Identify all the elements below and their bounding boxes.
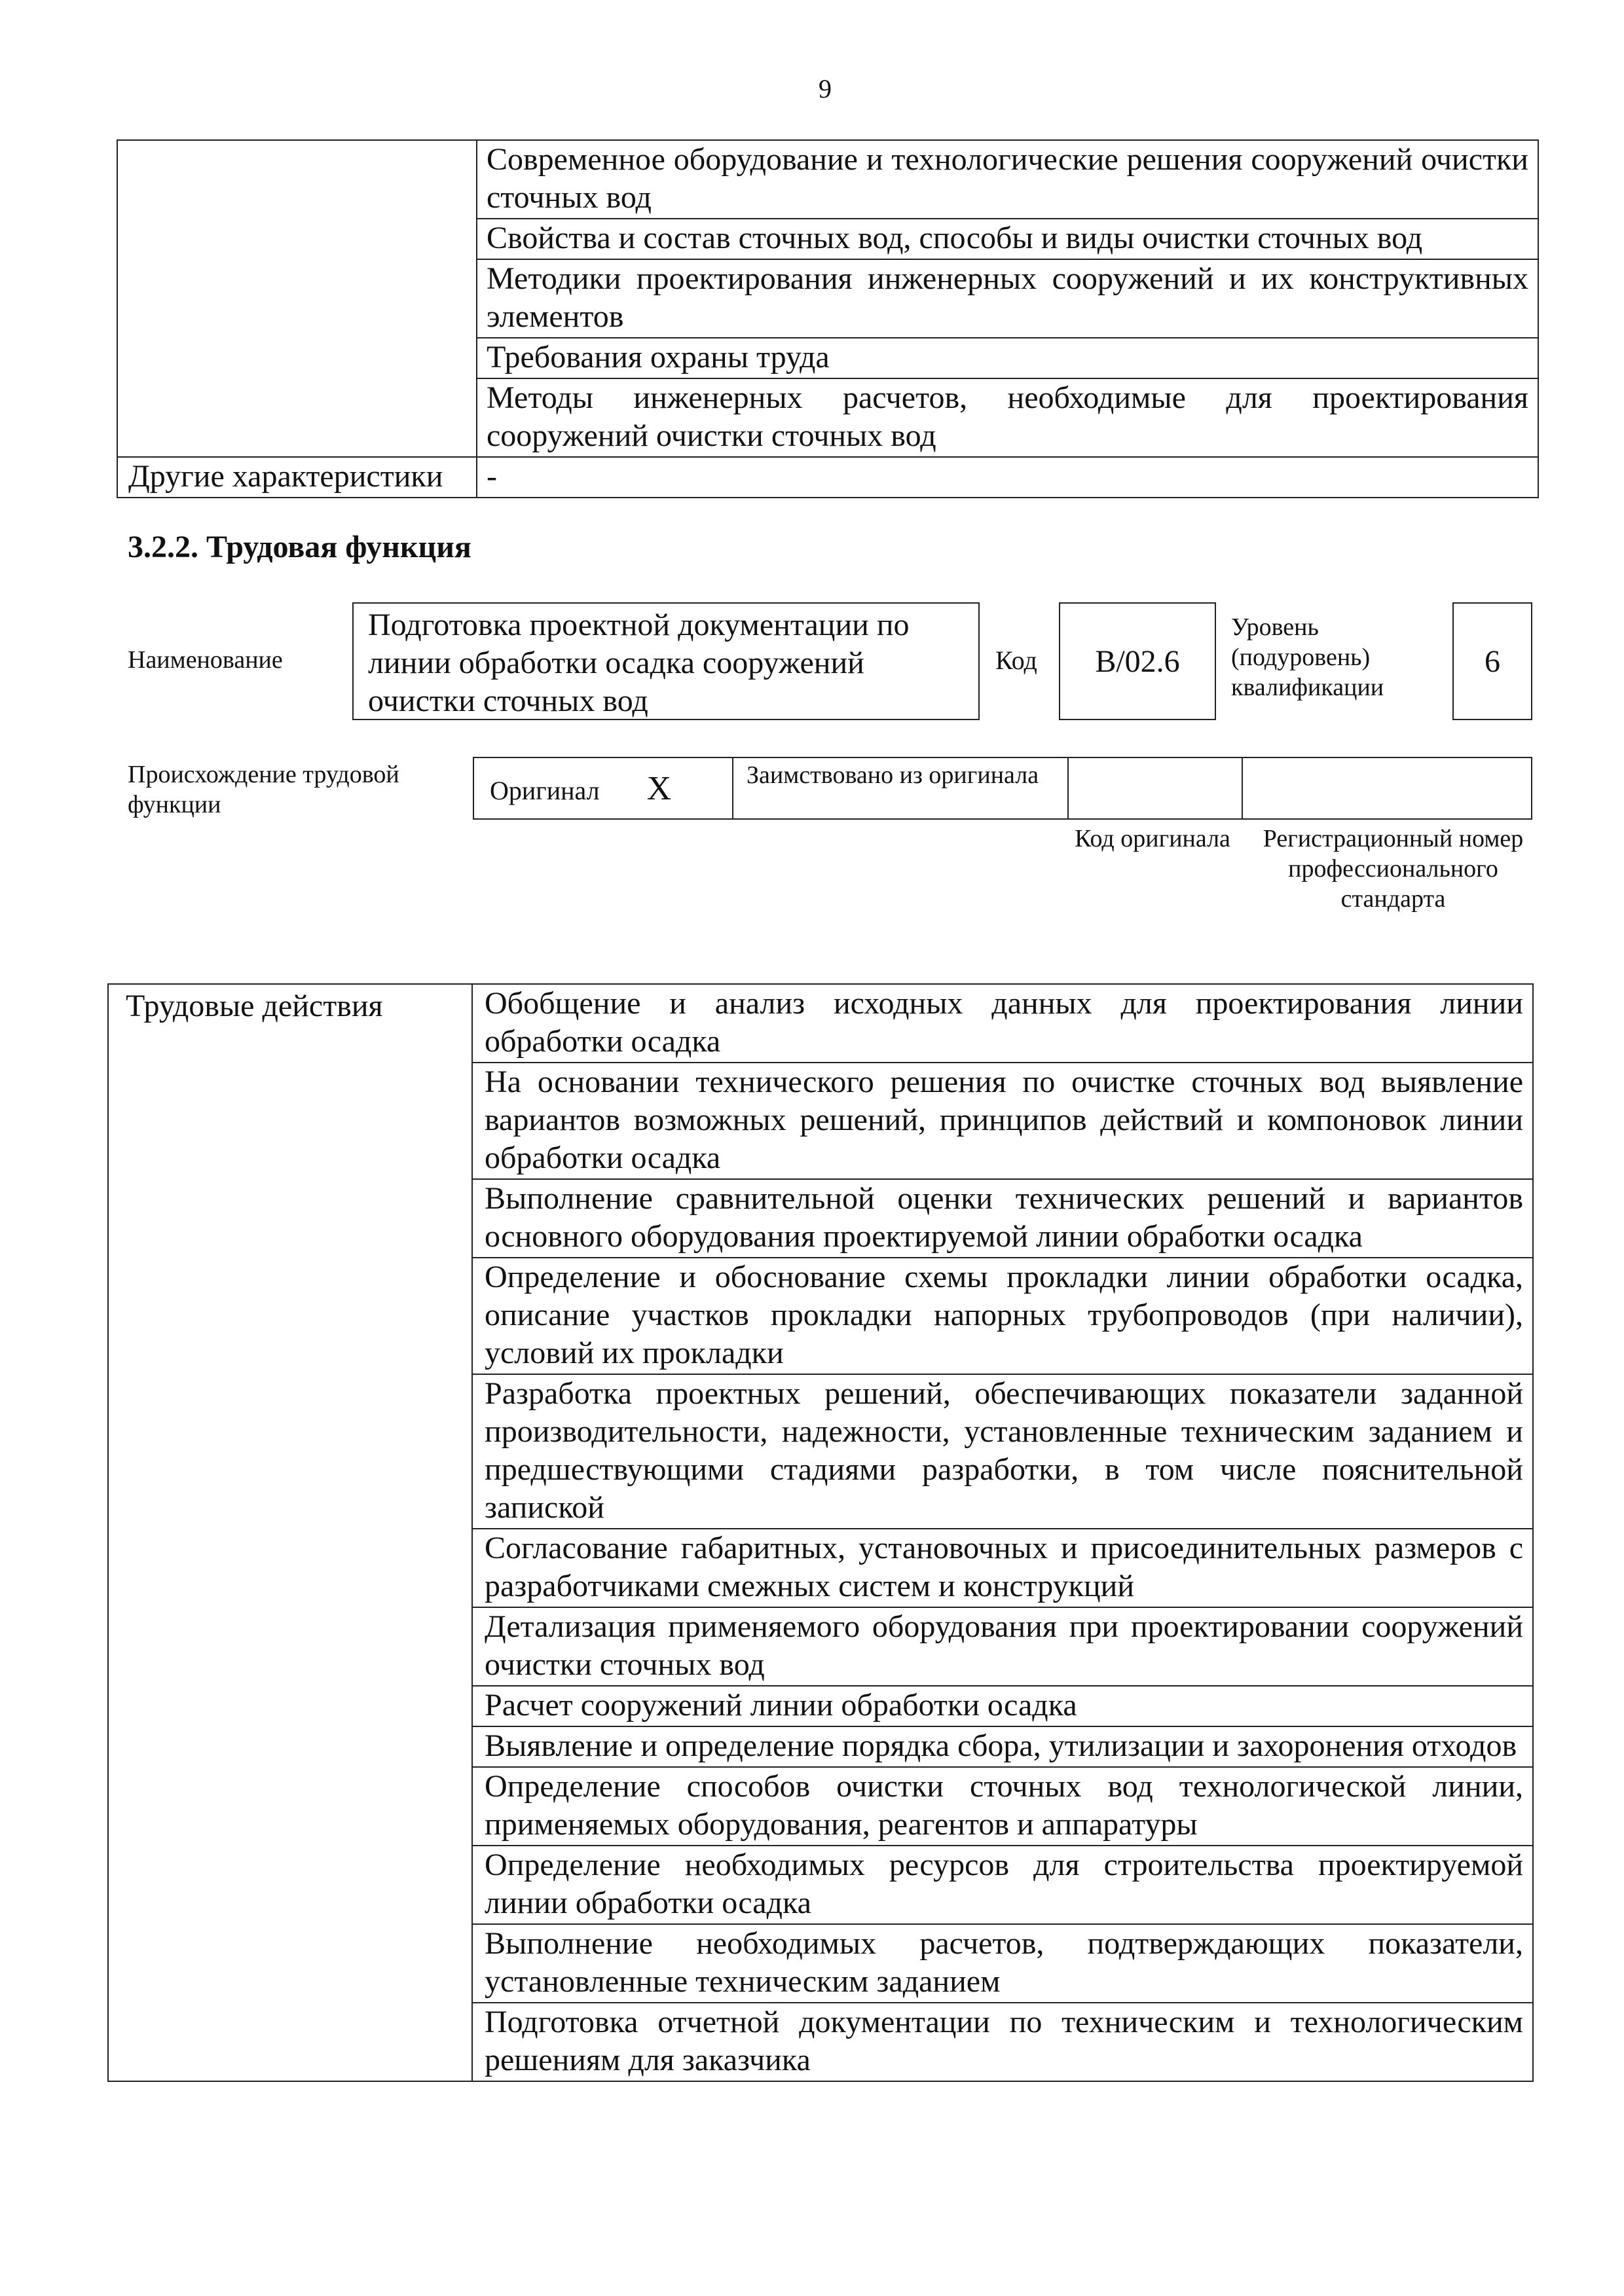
table-row: Свойства и состав сточных вод, способы и виды очистки сточных вод <box>477 219 1538 259</box>
caption-registration-number: Регистрационный номер профессионального стандарта <box>1263 825 1524 913</box>
labour-actions-table <box>107 983 1534 2082</box>
table-row: Современное оборудование и технологические решения сооружений очистки сточных вод <box>477 140 1538 219</box>
table-row: Разработка проектных решений, обеспечивающих показатели заданной производительности, надежности, установленные техническим заданием и предшествующими стадиями разработки, в том числе пояснительной запиской <box>472 1374 1533 1529</box>
table-row: Методики проектирования инженерных сооружений и их конструктивных элементов <box>477 259 1538 338</box>
code-value: B/02.6 <box>1059 602 1216 720</box>
table-row: Подготовка отчетной документации по техническим и технологическим решениям для заказчика <box>472 2003 1533 2081</box>
table-row: Выполнение необходимых расчетов, подтверждающих показатели, установленные техническим заданием <box>472 1924 1533 2003</box>
table-row: Выполнение сравнительной оценки технических решений и вариантов основного оборудования проектируемой линии обработки осадка <box>472 1179 1533 1258</box>
other-characteristics-value: - <box>477 457 1538 498</box>
empty-label-cell <box>117 140 477 457</box>
original-code-cell <box>1068 757 1242 819</box>
table-row: Определение способов очистки сточных вод технологической линии, применяемых оборудования, реагентов и аппаратуры <box>472 1767 1533 1846</box>
level-value: 6 <box>1452 602 1532 720</box>
origin-table <box>473 757 1532 820</box>
other-characteristics-label: Другие характеристики <box>117 457 477 498</box>
name-value: Подготовка проектной документации по линии обработки осадка сооружений очистки сточных вод <box>352 602 980 720</box>
page-number: 9 <box>819 74 832 103</box>
knowledge-table-continuation <box>117 139 1539 498</box>
table-row: Детализация применяемого оборудования при проектировании сооружений очистки сточных вод <box>472 1607 1533 1686</box>
table-row: Методы инженерных расчетов, необходимые для проектирования сооружений очистки сточных вод <box>477 378 1538 457</box>
original-label: Оригинал <box>490 775 600 805</box>
level-label: Уровень (подуровень) квалификации <box>1231 613 1384 701</box>
table-row: Обобщение и анализ исходных данных для проектирования линии обработки осадка <box>472 984 1533 1063</box>
table-row: Требования охраны труда <box>477 338 1538 378</box>
borrowed-label: Заимствовано из оригинала <box>733 757 1068 819</box>
labour-actions-label: Трудовые действия <box>108 984 472 2081</box>
original-cell <box>473 757 733 819</box>
registration-number-cell <box>1242 757 1532 819</box>
section-title: 3.2.2. Трудовая функция <box>128 530 471 564</box>
table-row: Определение необходимых ресурсов для строительства проектируемой линии обработки осадка <box>472 1846 1533 1924</box>
table-row: На основании технического решения по очистке сточных вод выявление вариантов возможных решений, принципов действий и компоновок линии обработки осадка <box>472 1063 1533 1179</box>
table-row: Определение и обоснование схемы прокладки линии обработки осадка, описание участков прокладки напорных трубопроводов (при наличии), условий их прокладки <box>472 1258 1533 1374</box>
caption-original-code: Код оригинала <box>1075 825 1230 852</box>
origin-label: Происхождение трудовой функции <box>128 761 399 818</box>
original-mark: X <box>646 769 672 807</box>
code-label: Код <box>995 646 1037 675</box>
table-row: Выявление и определение порядка сбора, утилизации и захоронения отходов <box>472 1726 1533 1767</box>
table-row: Расчет сооружений линии обработки осадка <box>472 1686 1533 1726</box>
name-label: Наименование <box>128 646 283 674</box>
table-row: Согласование габаритных, установочных и присоединительных размеров с разработчиками смежных систем и конструкций <box>472 1529 1533 1607</box>
